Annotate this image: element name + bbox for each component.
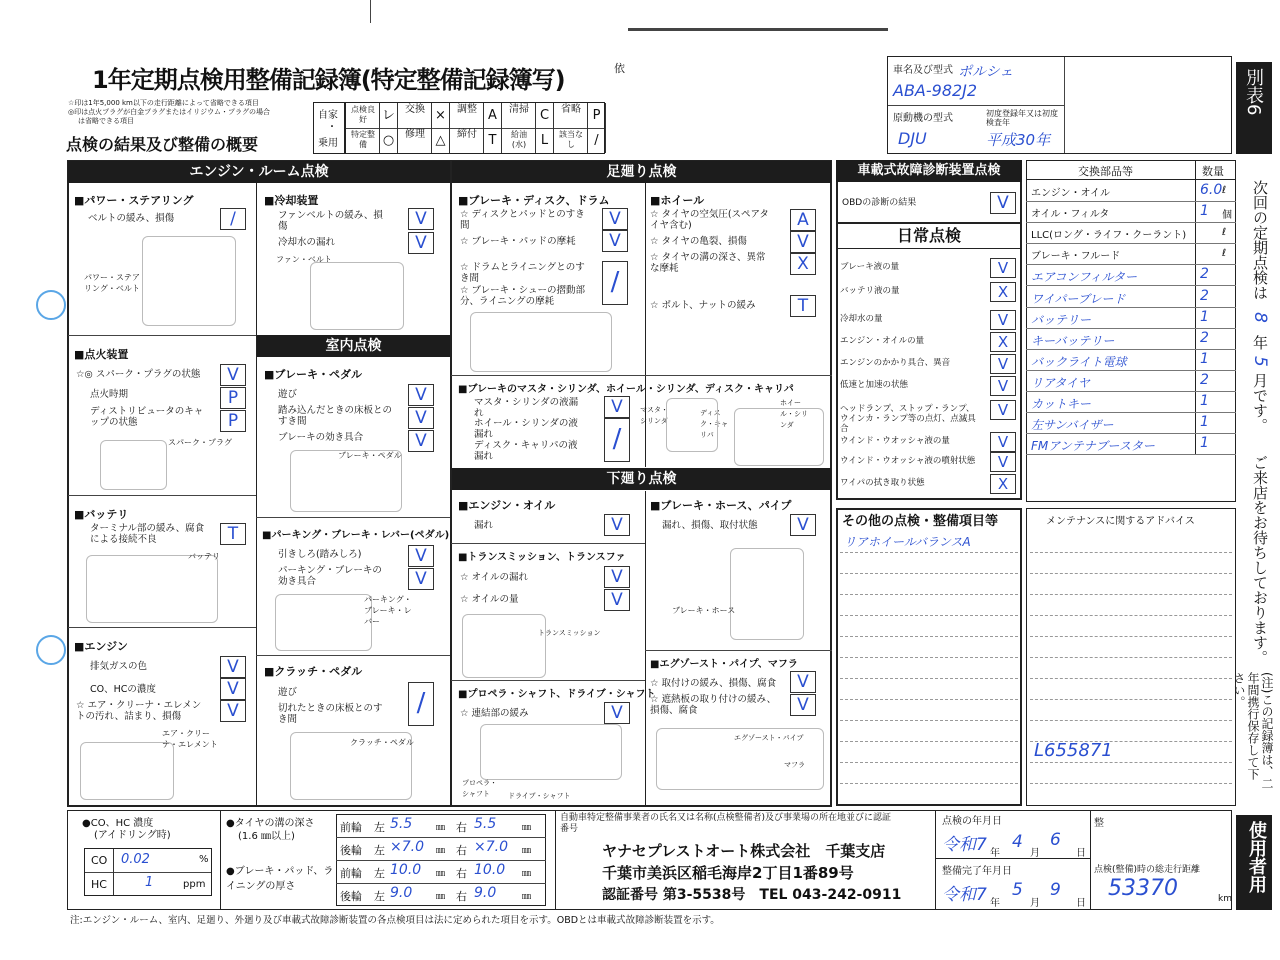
legend-label: 省略	[561, 104, 581, 115]
part-qty: 1	[1200, 350, 1209, 367]
tire-right-value: 5.5	[474, 816, 497, 832]
caliper-illustration	[734, 408, 824, 466]
brake-disc-title: ■ブレーキ・ディスク、ドラム	[458, 194, 610, 207]
daily-item-label: バッテリ液の量	[840, 286, 900, 296]
brake-hose-check[interactable]: V	[790, 514, 816, 536]
tire-left-value: ×7.0	[390, 839, 424, 855]
other-ruled-line	[840, 594, 1018, 595]
tire-unit: ㎜	[522, 869, 532, 879]
cabin-heading: 室内点検	[257, 335, 450, 357]
advice-ruled-line	[1030, 573, 1232, 574]
ignition-timing-check[interactable]: P	[220, 387, 246, 409]
binding-hole-top	[36, 290, 66, 320]
legend-symbol: C	[535, 103, 554, 128]
tire-right-label: 右	[456, 890, 467, 903]
distributor-cap-check[interactable]: P	[220, 410, 246, 432]
transmission-oil-level-check[interactable]: V	[604, 589, 630, 611]
page-title: 1年定期点検用整備記録簿(特定整備記録簿写)	[92, 66, 565, 94]
brake-effect-check[interactable]: V	[408, 430, 434, 452]
part-name: リアタイヤ	[1031, 375, 1090, 390]
chassis-heading: 足廻り点検	[452, 161, 831, 183]
fan-belt-check[interactable]: V	[408, 208, 434, 230]
daily-item-check[interactable]: V	[990, 354, 1016, 374]
obd-heading: 車載式故障診断装置点検	[836, 160, 1022, 182]
advice-ruled-line	[1030, 720, 1232, 721]
tire-unit: ㎜	[522, 823, 532, 833]
wheel-title: ■ホイール	[650, 194, 705, 207]
advice-heading: メンテナンスに関するアドバイス	[1046, 516, 1195, 527]
daily-heading: 日常点検	[838, 222, 1020, 249]
battery-title: ■バッテリ	[74, 508, 129, 521]
daily-item-check[interactable]: V	[990, 310, 1016, 330]
done-era: 令和7	[942, 885, 987, 905]
tire-unit: ㎜	[436, 823, 446, 833]
tire-row-label: 後輪	[340, 844, 362, 857]
transmission-illustration	[462, 614, 546, 678]
welcome-note: ご来店をお待ちしております。	[1251, 455, 1269, 665]
done-day: 9	[1050, 880, 1061, 900]
other-ruled-line	[840, 783, 1018, 784]
legend-label: 特定整備	[351, 130, 375, 149]
legend-label: 修理	[405, 129, 425, 140]
daily-item-label: ヘッドランプ、ストップ・ランプ、ウインカ・ランプ等の点灯、点滅具合	[840, 404, 976, 434]
part-qty: 1	[1200, 414, 1209, 431]
odometer-label: 点検(整備)時の総走行距離	[1094, 865, 1201, 875]
part-name: エンジン・オイル	[1031, 188, 1110, 199]
part-name: カットキー	[1031, 397, 1091, 411]
disc-pad-clearance-check[interactable]: V	[602, 208, 628, 230]
summary-heading: 点検の結果及び整備の概要	[66, 135, 259, 154]
part-name: キーバッテリー	[1031, 333, 1115, 348]
clutch-title: ■クラッチ・ペダル	[264, 665, 363, 678]
legend-symbol: ×	[431, 103, 450, 128]
advice-ruled-line	[1030, 615, 1232, 616]
daily-item-check[interactable]: V	[990, 400, 1016, 420]
other-heading: その他の点検・整備項目等	[842, 514, 999, 529]
legend-label: 給油(水)	[511, 130, 527, 149]
brake-pedal-play-check[interactable]: V	[408, 384, 434, 406]
power-steering-belt-check[interactable]: /	[220, 208, 246, 230]
side-tab-user: 使用者用	[1236, 815, 1272, 910]
tire-right-value: 9.0	[474, 885, 497, 901]
part-name: LLC(ロング・ライフ・クーラント)	[1031, 230, 1187, 242]
daily-item-label: 冷却水の量	[840, 314, 883, 324]
legend-symbol: △	[431, 128, 450, 153]
brake-pedal-clearance-check[interactable]: V	[408, 407, 434, 429]
tire-left-value: 10.0	[390, 862, 422, 878]
part-name: エアコンフィルター	[1031, 270, 1137, 285]
record-sheet: 1年定期点検用整備記録簿(特定整備記録簿写) ☆印は1年5,000 km以下の走行距離によって省略できる項目 ◎印は点火プラグが白金プラグまたはイリジウム・プラグの場合 は省略できる項目 点検の結果及び整備の概要 自家 ・ 乗用 点検良好 レ 交換 × 調整 A 清掃 C 省略 P 特定整備 ○ 修理 △ 締付 T 給油(水) L 該当なし / 依 車名及び型式 ポルシェ ABA-982J2 原動機の型式 DJU 初度登録年又は初度検査年 平成30年 別表6 次回の定期点検は8年5月です。 ご来店をお待ちしております。 (注)この記録簿は、二年間携行保存して下さい。 使用者用 エンジン・ルーム点検 足廻り点検 室内点検 下廻り点検 ■パワー・ステアリング ベルトの緩み、損傷 / パワー・ステアリング・ベルト ■冷却装置 ファンベルトの緩み、損傷 冷却水の漏れ V V ファン・ベルト ■点火装置 ☆◎ スパーク・プラグの状態 点火時期 ディストリビュータのキャップの状態 V P P スパーク・プラグ ■バッテリ ターミナル部の緩み、腐食による接続不良 T バッテリ ■エンジン 排気ガスの色 CO、HCの濃度 ☆ エア・クリーナ・エレメントの汚れ、詰まり、損傷 V V V エア・クリーナ・エレメント ■ブレーキ・ペダル 遊び 踏み込んだときの床板とのすき間 ブレーキの効き具合 V V V ブレーキ・ペダル ■パーキング・ブレーキ・レバー(ペダル) 引きしろ(踏みしろ) パーキング・ブレーキの効き具合 V V パーキング・ブレーキ・レバー ■クラッチ・ペダル 遊び 切れたときの床板とのすき間 / クラッチ・ペダル ■ブレーキ・ディスク、ドラム ☆ ディスクとパッドとのすき間 ☆ ブレーキ・パッドの摩耗 ☆ ドラムとライニングとのすき間 ☆ ブレーキ・シューの摺動部分、ライニングの摩耗 V V / ■ホイール ☆ タイヤの空気圧(スペアタイヤ含む) ☆ タイヤの亀裂、損傷 ☆ タイヤの溝の深さ、異常な摩耗 ☆ ボルト、ナットの緩み A V X T ■ブレーキのマスタ・シリンダ、ホイール・シリンダ、ディスク・キャリパ マスタ・シリンダの液漏れ ホイール・シリンダの液漏れ ディスク・キャリパの液漏れ V / マスタ・シリンダ ディスク・キャリパ ホイール・シリンダ ■エンジン・オイル 漏れ V ■ブレーキ・ホース、パイプ 漏れ、損傷、取付状態 V ブレーキ・ホース ■トランスミッション、トランスファ ☆ オイルの漏れ ☆ オイルの量 V V トランスミッション ■プロペラ・シャフト、ドライブ・シャフト ☆ 連結部の緩み V プロペラ・シャフト ドライブ・シャフト ■エグゾースト・パイプ、マフラ ☆ 取付けの緩み、損傷、腐食 ☆ 遮熱板の取り付けの緩み、損傷、腐食 V V エグゾースト・パイプ マフラ 車載式故障診断装置点検 OBDの診断の結果 V 日常点検 交換部品等 数量 L655871 その他の点検・整備項目等 リアホイールバランスA メンテナンスに関するアドバイス ●CO、HC 濃度 (アイドリング時) CO 0.02 % HC 1 ppm ●タイヤの溝の深さ (1.6 ㎜以上) ●ブレーキ・パッド、ライニングの厚さ 自動車特定整備事業者の氏名又は名称(点検整備者)及び事業場の所在地並びに認証番号 ヤナセプレストオート株式会社 千葉支店 千葉市美浜区稲毛海岸2丁目1番89号 認証番号 第3-5538号 TEL 043-242-0911 点検の年月日 令和7 年 4 月 6 日 整備完了年月日 令和7 年 5 月 9 日 整 点検(整備)時の総走行距離 53370 km 注:エンジン・ルーム、室内、足廻り、外廻り及び車載式故障診断装置の各点検項目は法に定められた項目を示す。OBDとは車載式故障診断装置を示す。 ブレーキ液の量 V バッテリ液の量 X 冷却水の量 V エンジン・オイルの量 X エンジンのかかり具合、異音 V 低速と加速の状態 V ヘッドランプ、ストップ・ランプ、ウインカ・ランプ等の点灯、点滅具合 V ウインド・ウオッシャ液の量 V ウインド・ウオッシャ液の噴射状態 V ワイパの拭き取り状態 X エンジン・オイル 6.0 ℓ オイル・フィルタ 1 個 LLC(ロング・ライフ・クーラント) ℓ ブレーキ・フルード ℓ エアコンフィルター 2 ワイパーブレード 2 バッテリー 1 キーバッテリー 2 バックライト電球 1 リアタイヤ 2 カットキー 1 左サンバイザー 1 FMアンテナブースター 1 前輪 左 5.5 ㎜ 右 5.5 ㎜ 後輪 左 ×7.0 ㎜ 右 ×7.0 ㎜ 前輪 左 10.0 ㎜ 右 10.0 ㎜ 後輪 左 9.0 ㎜ 右 9.0 ㎜	[0, 0, 1280, 960]
part-name: ブレーキ・フルード	[1031, 251, 1121, 263]
part-name: ワイパーブレード	[1031, 291, 1126, 306]
daily-item-check[interactable]: X	[990, 332, 1016, 352]
legend-symbol: P	[587, 103, 606, 128]
wheel-nut-check[interactable]: T	[790, 295, 816, 317]
power-steering-illustration	[142, 236, 236, 326]
parts-col-qty: 数量	[1202, 165, 1224, 178]
propeller-title: ■プロペラ・シャフト、ドライブ・シャフト	[458, 689, 656, 700]
vehicle-box: 車名及び型式 ポルシェ ABA-982J2 原動機の型式 DJU 初度登録年又は初度検査年 平成30年	[887, 56, 1232, 154]
engine-type: DJU	[898, 129, 927, 148]
obd-result-check[interactable]: V	[990, 192, 1016, 214]
inspect-era: 令和7	[942, 835, 987, 855]
advice-ruled-line	[1030, 636, 1232, 637]
tire-unit: ㎜	[436, 892, 446, 902]
daily-item-label: 低速と加速の状態	[840, 380, 909, 390]
air-cleaner-check[interactable]: V	[220, 700, 246, 722]
co-value: 0.02	[121, 852, 150, 867]
wheel-cylinder-leak-check[interactable]: /	[604, 418, 630, 462]
propeller-joint-check[interactable]: V	[604, 702, 630, 724]
spark-plug-check[interactable]: V	[220, 364, 246, 386]
legend-symbol: ○	[379, 128, 398, 153]
other-ruled-line	[840, 552, 1018, 553]
brake-hose-illustration	[730, 548, 804, 640]
tire-left-label: 左	[374, 821, 385, 834]
advice-ruled-line	[1030, 552, 1232, 553]
hc-value: 1	[145, 875, 154, 890]
part-qty: 2	[1200, 266, 1209, 283]
tire-right-label: 右	[456, 844, 467, 857]
inspect-month: 4	[1012, 832, 1023, 852]
other-ruled-line	[840, 657, 1018, 658]
parking-brake-effect-check[interactable]: V	[408, 568, 434, 590]
other-ruled-line	[840, 573, 1018, 574]
legend-symbol: /	[587, 128, 606, 153]
odometer-value: 53370	[1108, 876, 1178, 901]
part-qty: 1	[1200, 203, 1209, 220]
business-label: 自動車特定整備事業者の氏名又は名称(点検整備者)及び事業場の所在地並びに認証番号	[560, 813, 892, 834]
other-ruled-line	[840, 720, 1018, 721]
part-name: バックライト電球	[1031, 354, 1127, 369]
exhaust-color-check[interactable]: V	[220, 656, 246, 678]
tire-row-label: 前輪	[340, 867, 362, 880]
daily-item-label: エンジン・オイルの量	[840, 336, 925, 346]
daily-item-label: エンジンのかかり具合、異音	[840, 358, 951, 368]
part-qty: 2	[1200, 287, 1209, 304]
tire-unit: ㎜	[522, 892, 532, 902]
daily-item-label: ブレーキ液の量	[840, 262, 900, 272]
part-name: FMアンテナブースター	[1031, 439, 1155, 454]
tire-pressure-check[interactable]: A	[790, 209, 816, 231]
part-unit: ℓ	[1222, 248, 1227, 260]
other-ruled-line	[840, 762, 1018, 763]
underbody-heading: 下廻り点検	[452, 468, 831, 490]
propeller-illustration	[480, 724, 622, 780]
clutch-check[interactable]: /	[408, 682, 434, 726]
inspect-day: 6	[1050, 830, 1061, 850]
daily-item-label: ウインド・ウオッシャ液の量	[840, 436, 950, 446]
top-mid-char: 依	[614, 62, 625, 75]
legend-box	[345, 102, 605, 154]
legend-symbol: L	[535, 128, 554, 153]
usage-box: 自家 ・ 乗用	[313, 102, 345, 154]
part-unit: ℓ	[1222, 227, 1227, 239]
business-cert: 認証番号 第3-5538号 TEL 043-242-0911	[602, 887, 902, 903]
engine-oil-leak-check[interactable]: V	[604, 514, 630, 536]
legend-symbol: レ	[379, 103, 398, 128]
next-inspection-note: 次回の定期点検は8年5月です。	[1250, 180, 1270, 433]
tire-unit: ㎜	[436, 869, 446, 879]
daily-item-check[interactable]: X	[990, 474, 1016, 494]
legend-label: 清掃	[509, 104, 529, 115]
advice-ruled-line	[1030, 741, 1232, 742]
tire-left-label: 左	[374, 890, 385, 903]
business-name: ヤナセプレストオート株式会社 千葉支店	[602, 842, 886, 860]
power-steering-title: ■パワー・ステアリング	[74, 194, 194, 207]
side-tab: 別表6	[1236, 62, 1272, 154]
exhaust-mount-check[interactable]: V	[790, 671, 816, 693]
retention-note: (注)この記録簿は、二年間携行保存して下さい。	[1232, 672, 1274, 790]
cooling-illustration	[310, 262, 404, 330]
part-qty: 2	[1200, 371, 1209, 388]
tire-right-label: 右	[456, 867, 467, 880]
part-unit: 個	[1222, 210, 1232, 222]
tire-damage-check[interactable]: V	[790, 231, 816, 253]
master-cylinder-leak-check[interactable]: V	[604, 396, 630, 418]
daily-item-check[interactable]: V	[990, 258, 1016, 278]
drum-lining-check[interactable]: /	[602, 261, 628, 305]
advice-ruled-line	[1030, 783, 1232, 784]
legend-label: 該当なし	[559, 130, 583, 149]
tire-unit: ㎜	[436, 846, 446, 856]
tire-right-label: 右	[456, 821, 467, 834]
engine-oil-title: ■エンジン・オイル	[458, 499, 556, 512]
spark-plug-illustration	[100, 440, 167, 490]
parts-col-name: 交換部品等	[1078, 165, 1133, 178]
pad-title: ●ブレーキ・パッド、ライニングの厚さ	[226, 866, 334, 892]
master-cylinder-illustration	[666, 398, 718, 452]
brake-drum-illustration	[470, 312, 612, 372]
tire-tread-check[interactable]: X	[790, 253, 816, 275]
parking-brake-title: ■パーキング・ブレーキ・レバー(ペダル)	[262, 530, 450, 541]
daily-item-check[interactable]: V	[990, 432, 1016, 452]
binding-hole-bottom	[36, 635, 66, 665]
part-unit: ℓ	[1222, 185, 1227, 196]
part-qty: 1	[1200, 435, 1209, 452]
legend-label: 調整	[457, 104, 477, 115]
transmission-title: ■トランスミッション、トランスファ	[458, 552, 626, 563]
advice-ruled-line	[1030, 762, 1232, 763]
battery-terminal-check[interactable]: T	[220, 523, 246, 545]
part-qty: 1	[1200, 393, 1209, 409]
vehicle-name: ポルシェ	[958, 64, 1014, 80]
daily-item-check[interactable]: V	[990, 376, 1016, 396]
top-rule	[628, 28, 888, 31]
advice-ruled-line	[1030, 678, 1232, 679]
parking-lever-travel-check[interactable]: V	[408, 545, 434, 567]
tire-left-label: 左	[374, 867, 385, 880]
tire-left-value: 5.5	[390, 816, 413, 832]
footnote: 注:エンジン・ルーム、室内、足廻り、外廻り及び車載式故障診断装置の各点検項目は法に定められた項目を示す。OBDとは車載式故障診断装置を示す。	[70, 915, 720, 926]
business-address: 千葉市美浜区稲毛海岸2丁目1番89号	[602, 864, 854, 882]
done-month: 5	[1012, 880, 1023, 900]
emissions-table: CO 0.02 % HC 1 ppm	[84, 848, 212, 896]
advice-ruled-line	[1030, 657, 1232, 658]
heat-shield-check[interactable]: V	[790, 694, 816, 716]
engine-title: ■エンジン	[74, 640, 128, 653]
part-qty: 6.0	[1200, 182, 1223, 198]
tire-row-label: 後輪	[340, 890, 362, 903]
legend-symbol: T	[483, 128, 502, 153]
tire-row-label: 前輪	[340, 821, 362, 834]
other-entry: リアホイールバランスA	[844, 535, 971, 549]
daily-item-check[interactable]: X	[990, 282, 1016, 302]
battery-illustration	[86, 555, 218, 623]
ignition-title: ■点火装置	[74, 348, 129, 361]
brake-hose-title: ■ブレーキ・ホース、パイプ	[650, 499, 792, 512]
tread-title: ●タイヤの溝の深さ	[226, 818, 315, 829]
tire-right-value: 10.0	[474, 862, 506, 878]
legend-label: 点検良好	[351, 105, 375, 124]
daily-item-label: ワイパの拭き取り状態	[840, 478, 925, 488]
legend-label: 締付	[457, 129, 477, 140]
emissions-title: ●CO、HC 濃度	[82, 818, 154, 829]
part-qty: 1	[1200, 308, 1209, 325]
extra-handwriting: L655871	[1034, 740, 1113, 761]
part-name: オイル・フィルタ	[1031, 209, 1110, 221]
first-registration: 平成30年	[986, 131, 1051, 149]
brake-pad-wear-check[interactable]: V	[602, 230, 628, 252]
other-ruled-line	[840, 741, 1018, 742]
master-cylinder-title: ■ブレーキのマスタ・シリンダ、ホイール・シリンダ、ディスク・キャリパ	[458, 384, 794, 395]
cooling-title: ■冷却装置	[264, 194, 319, 207]
transmission-leak-check[interactable]: V	[604, 566, 630, 588]
parking-brake-illustration	[275, 594, 372, 651]
vehicle-model: ABA-982J2	[893, 81, 978, 100]
other-ruled-line	[840, 615, 1018, 616]
advice-ruled-line	[1030, 699, 1232, 700]
part-qty: 2	[1200, 329, 1209, 346]
coolant-leak-check[interactable]: V	[408, 232, 434, 254]
legend-symbol: A	[483, 103, 502, 128]
daily-item-check[interactable]: V	[990, 452, 1016, 472]
tire-left-value: 9.0	[390, 885, 413, 901]
tire-right-value: ×7.0	[474, 839, 508, 855]
tire-unit: ㎜	[522, 846, 532, 856]
legend-label: 交換	[405, 104, 425, 115]
co-hc-check[interactable]: V	[220, 678, 246, 700]
top-notes: ☆印は1年5,000 km以下の走行距離によって省略できる項目 ◎印は点火プラグが白金プラグまたはイリジウム・プラグの場合 は省略できる項目	[68, 99, 271, 125]
daily-item-label: ウインド・ウオッシャ液の噴射状態	[840, 456, 976, 466]
part-name: バッテリー	[1031, 312, 1092, 327]
tire-left-label: 左	[374, 844, 385, 857]
engine-room-heading: エンジン・ルーム点検	[68, 161, 450, 183]
other-ruled-line	[840, 699, 1018, 700]
part-name: 左サンバイザー	[1031, 418, 1114, 433]
other-ruled-line	[840, 678, 1018, 679]
brake-pedal-title: ■ブレーキ・ペダル	[264, 368, 362, 381]
exhaust-title: ■エグゾースト・パイプ、マフラ	[650, 659, 798, 670]
other-ruled-line	[840, 636, 1018, 637]
advice-ruled-line	[1030, 594, 1232, 595]
air-cleaner-illustration	[80, 742, 174, 800]
